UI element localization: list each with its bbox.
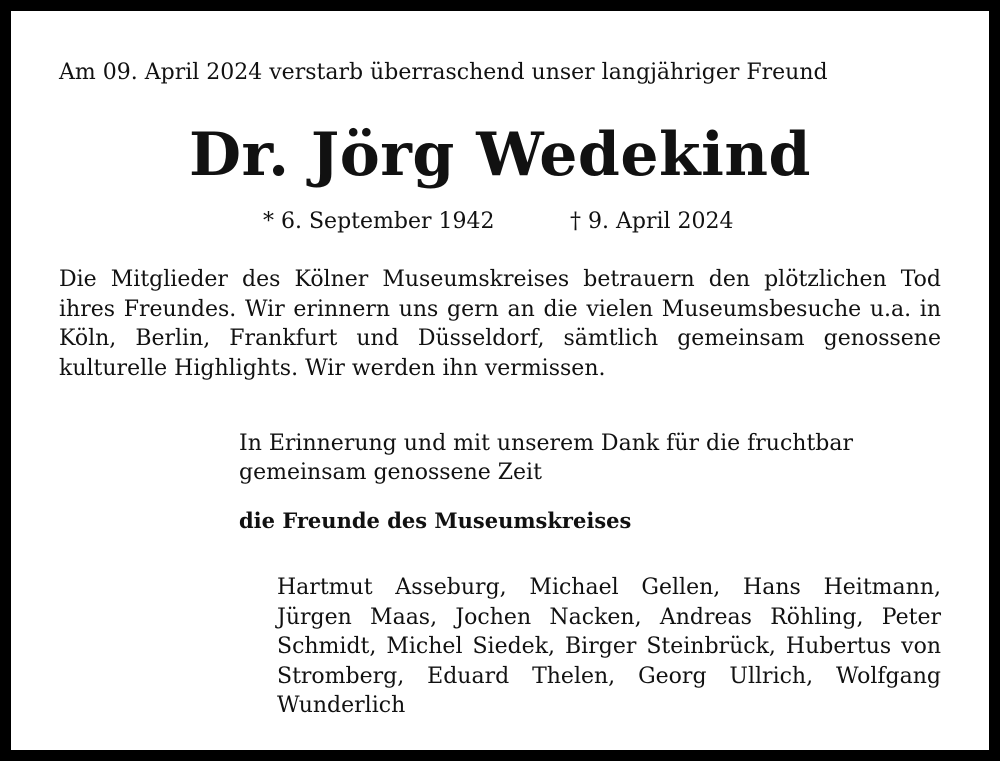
signature-line: die Freunde des Museumskreises: [239, 508, 632, 533]
deceased-name: Dr. Jörg Wedekind: [188, 120, 811, 190]
birth-date: * 6. September 1942: [263, 209, 495, 234]
remembrance-text: In Erinnerung und mit unserem Dank für die fruchtbar gemeinsam genossene Zeit: [239, 431, 854, 485]
friends-names: Hartmut Asseburg, Michael Gellen, Hans Heitmann, Jürgen Maas, Jochen Nacken, Andreas Röhling, Peter Schmidt, Michel Siedek, Birger Steinbrück, Hubertus von Stromberg, Eduard Thelen, Georg Ullrich, Wolfgang Wunderlich: [277, 575, 941, 718]
death-date: † 9. April 2024: [570, 209, 734, 234]
intro-line: Am 09. April 2024 verstarb überraschend unser langjähriger Freund: [59, 60, 828, 85]
mourning-paragraph: Die Mitglieder des Kölner Museumskreises betrauern den plötzlichen Tod ihres Freundes. Wir erinnern uns gern an die vielen Museumsbesuche u.a. in Köln, Berlin, Frankfurt und Düsseldorf, sämtlich gemeinsam genossene kulturelle Highlights. Wir werden ihn vermissen.: [59, 267, 941, 381]
